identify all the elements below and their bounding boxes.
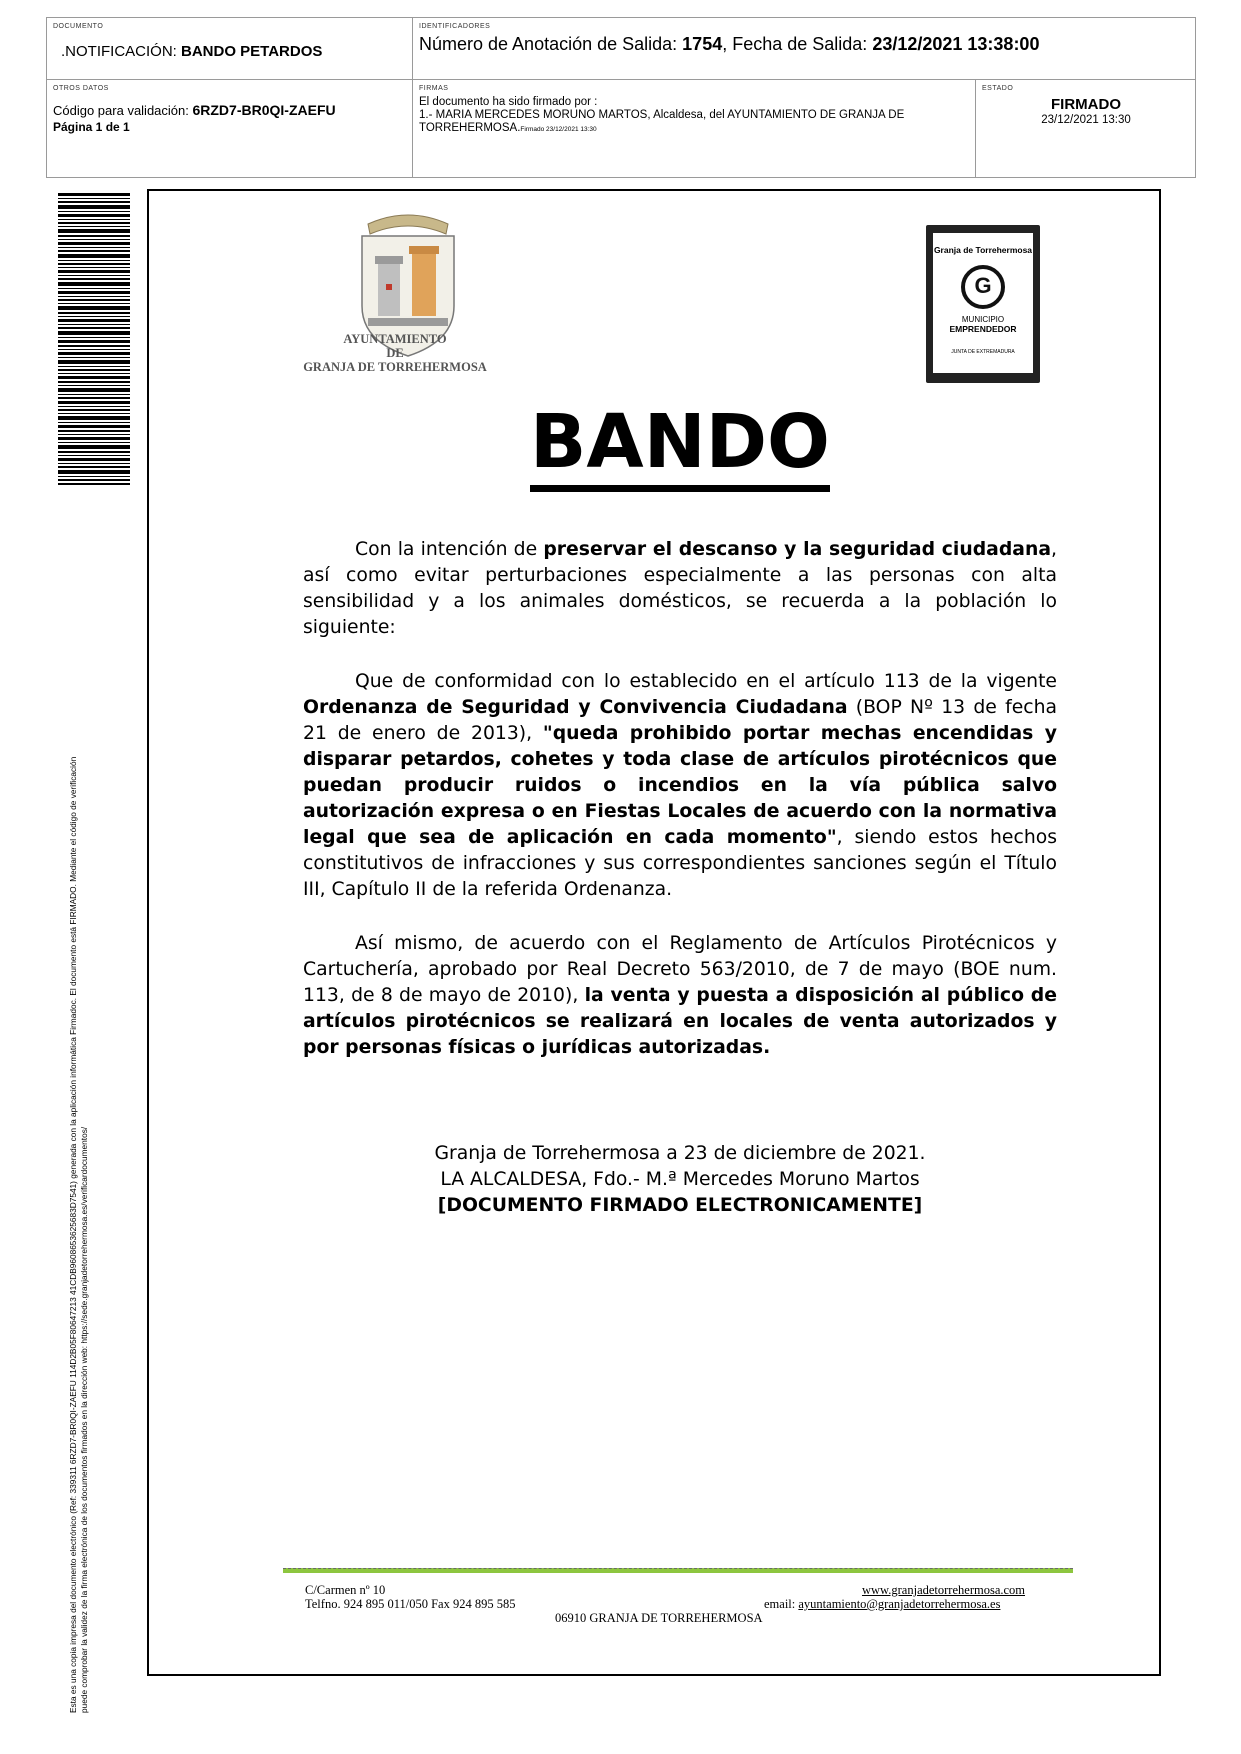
p1-text-a: Con la intención de: [355, 539, 544, 560]
footer-city: 06910 GRANJA DE TORREHERMOSA: [555, 1611, 763, 1625]
p2-ordinance: Ordenanza de Seguridad y Convivencia Ciudadana: [303, 697, 848, 718]
verification-note: [68, 493, 90, 1713]
verification-note-line2: puede comprobar la validez de la firma electrónica de los documentos firmados en la dirección web: https://sede.granjadetorrehermosa.es/verificardocumentos/: [79, 1126, 89, 1713]
crest-line1: AYUNTAMIENTO: [343, 332, 447, 346]
registry-number-label: Número de Anotación de Salida:: [419, 34, 683, 54]
p3-text-a: Así mismo, de acuerdo con el Reglamento de Artículos Pirotécnicos y Cartuchería, aprobado por Real Decreto 563/2010, de 7 de mayo (BOE num. 113, de 8 de mayo de 2010),: [303, 933, 1057, 1006]
logo-emprendedor: EMPRENDEDOR: [949, 324, 1017, 334]
validation-code: 6RZD7-BR0QI-ZAEFU: [192, 102, 336, 118]
registry-number: 1754: [682, 34, 723, 54]
p3-sales-rule: la venta y puesta a disposición al público de artículos pirotécnicos se realizará en locales de venta autorizados y por personas físicas o jurídicas autorizadas.: [303, 985, 1057, 1058]
signed-timestamp: Firmado 23/12/2021 13:30: [520, 126, 597, 133]
otros-caption: OTROS DATOS: [53, 85, 109, 92]
crest-line2: DE: [386, 346, 404, 360]
logo-town: Granja de Torrehermosa: [933, 245, 1033, 255]
registry-identifier: [419, 33, 1190, 55]
otros-datos-cell: [47, 80, 413, 178]
firmas-cell: [413, 80, 976, 178]
footer-email-link[interactable]: ayuntamiento@granjadetorrehermosa.es: [798, 1597, 1001, 1611]
footer-address: C/Carmen nº 10: [305, 1583, 386, 1597]
document-type: .NOTIFICACIÓN:: [61, 43, 181, 60]
identificadores-cell: [413, 18, 1196, 80]
estado-caption: ESTADO: [982, 85, 1014, 92]
p2-text-c: (BOP Nº 13 de fecha 21 de enero de 2013),: [303, 697, 1057, 744]
bando-title: BANDO: [530, 399, 830, 492]
electronic-signature-note: [DOCUMENTO FIRMADO ELECTRONICAMENTE]: [437, 1195, 923, 1216]
registry-date-label: , Fecha de Salida:: [722, 34, 873, 54]
barcode-icon: [58, 193, 130, 485]
document-metadata-table: [46, 17, 1196, 178]
footer-phone: Telfno. 924 895 011/050 Fax 924 895 585: [305, 1597, 516, 1611]
page-title: [300, 400, 1060, 484]
validation-code-line: [53, 102, 406, 118]
signature-info: [419, 96, 969, 136]
status-date: 23/12/2021 13:30: [1041, 114, 1131, 126]
footer-email: [764, 1597, 1000, 1611]
identificadores-caption: IDENTIFICADORES: [419, 23, 491, 30]
validation-label: Código para validación:: [53, 103, 193, 118]
signature-intro: El documento ha sido firmado por :: [419, 96, 598, 108]
g-circle-icon: [961, 265, 1005, 309]
documento-cell: [47, 18, 413, 80]
logo-junta: JUNTA DE EXTREMADURA: [951, 349, 1015, 355]
registry-date: 23/12/2021 13:38:00: [872, 34, 1040, 54]
footer-divider: [283, 1568, 1073, 1573]
emprendedor-logo-panel: [933, 233, 1033, 373]
page-count: Página 1 de 1: [53, 120, 130, 134]
estado-cell: [976, 80, 1196, 178]
paragraph-3: [303, 931, 1057, 1061]
document-title: [61, 43, 406, 60]
status-badge: FIRMADO: [1051, 96, 1121, 113]
municipality-name: [280, 332, 510, 374]
p2-text-e: , siendo estos hechos constitutivos de infracciones y sus correspondientes sanciones según el Título III, Capítulo II de la referida Ordenanza.: [303, 827, 1057, 900]
place-date: Granja de Torrehermosa a 23 de diciembre de 2021.: [434, 1143, 926, 1164]
municipio-emprendedor-logo: [926, 225, 1040, 383]
footer-email-label: email:: [764, 1597, 799, 1611]
signer-line: LA ALCALDESA, Fdo.- M.ª Mercedes Moruno Martos: [440, 1169, 920, 1190]
document-name: BANDO PETARDOS: [181, 43, 323, 60]
paragraph-1: [303, 537, 1057, 641]
paragraph-2: [303, 669, 1057, 903]
p1-text-c: , así como evitar perturbaciones especialmente a las personas con alta sensibilidad y a los animales domésticos, se recuerda a la población lo siguiente:: [303, 539, 1057, 638]
signer-detail: 1.- MARIA MERCEDES MORUNO MARTOS, Alcaldesa, del AYUNTAMIENTO DE GRANJA DE TORREHERMOSA.: [419, 109, 905, 134]
documento-caption: DOCUMENTO: [53, 23, 104, 30]
crest-line3: GRANJA DE TORREHERMOSA: [303, 360, 487, 374]
firmas-caption: FIRMAS: [419, 85, 449, 92]
logo-municipio: MUNICIPIO: [961, 315, 1005, 324]
p2-text-a: Que de conformidad con lo establecido en el artículo 113 de la vigente: [355, 671, 1057, 692]
p1-bold: preservar el descanso y la seguridad ciudadana: [543, 539, 1051, 560]
footer-website-link[interactable]: www.granjadetorrehermosa.com: [862, 1583, 1026, 1597]
bando-body: [303, 537, 1057, 1089]
verification-note-line1: Esta es una copia impresa del documento electrónico (Ref: 339311 6RZD7-BR0QI-ZAEFU 114D2B05F80647213 41CDB9608653625683D7541) generada con la aplicación informática Firmadoc. El documento está FIRMADO. Mediante el código de verificación: [68, 756, 78, 1713]
signature-block: [303, 1141, 1057, 1219]
p2-prohibition: "queda prohibido portar mechas encendidas y disparar petardos, cohetes y toda clase de artículos pirotécnicos que puedan producir ruidos o incendios en la vía pública salvo autorización expresa o en Fiestas Locales de acuerdo con la normativa legal que sea de aplicación en cada momento": [303, 723, 1057, 848]
